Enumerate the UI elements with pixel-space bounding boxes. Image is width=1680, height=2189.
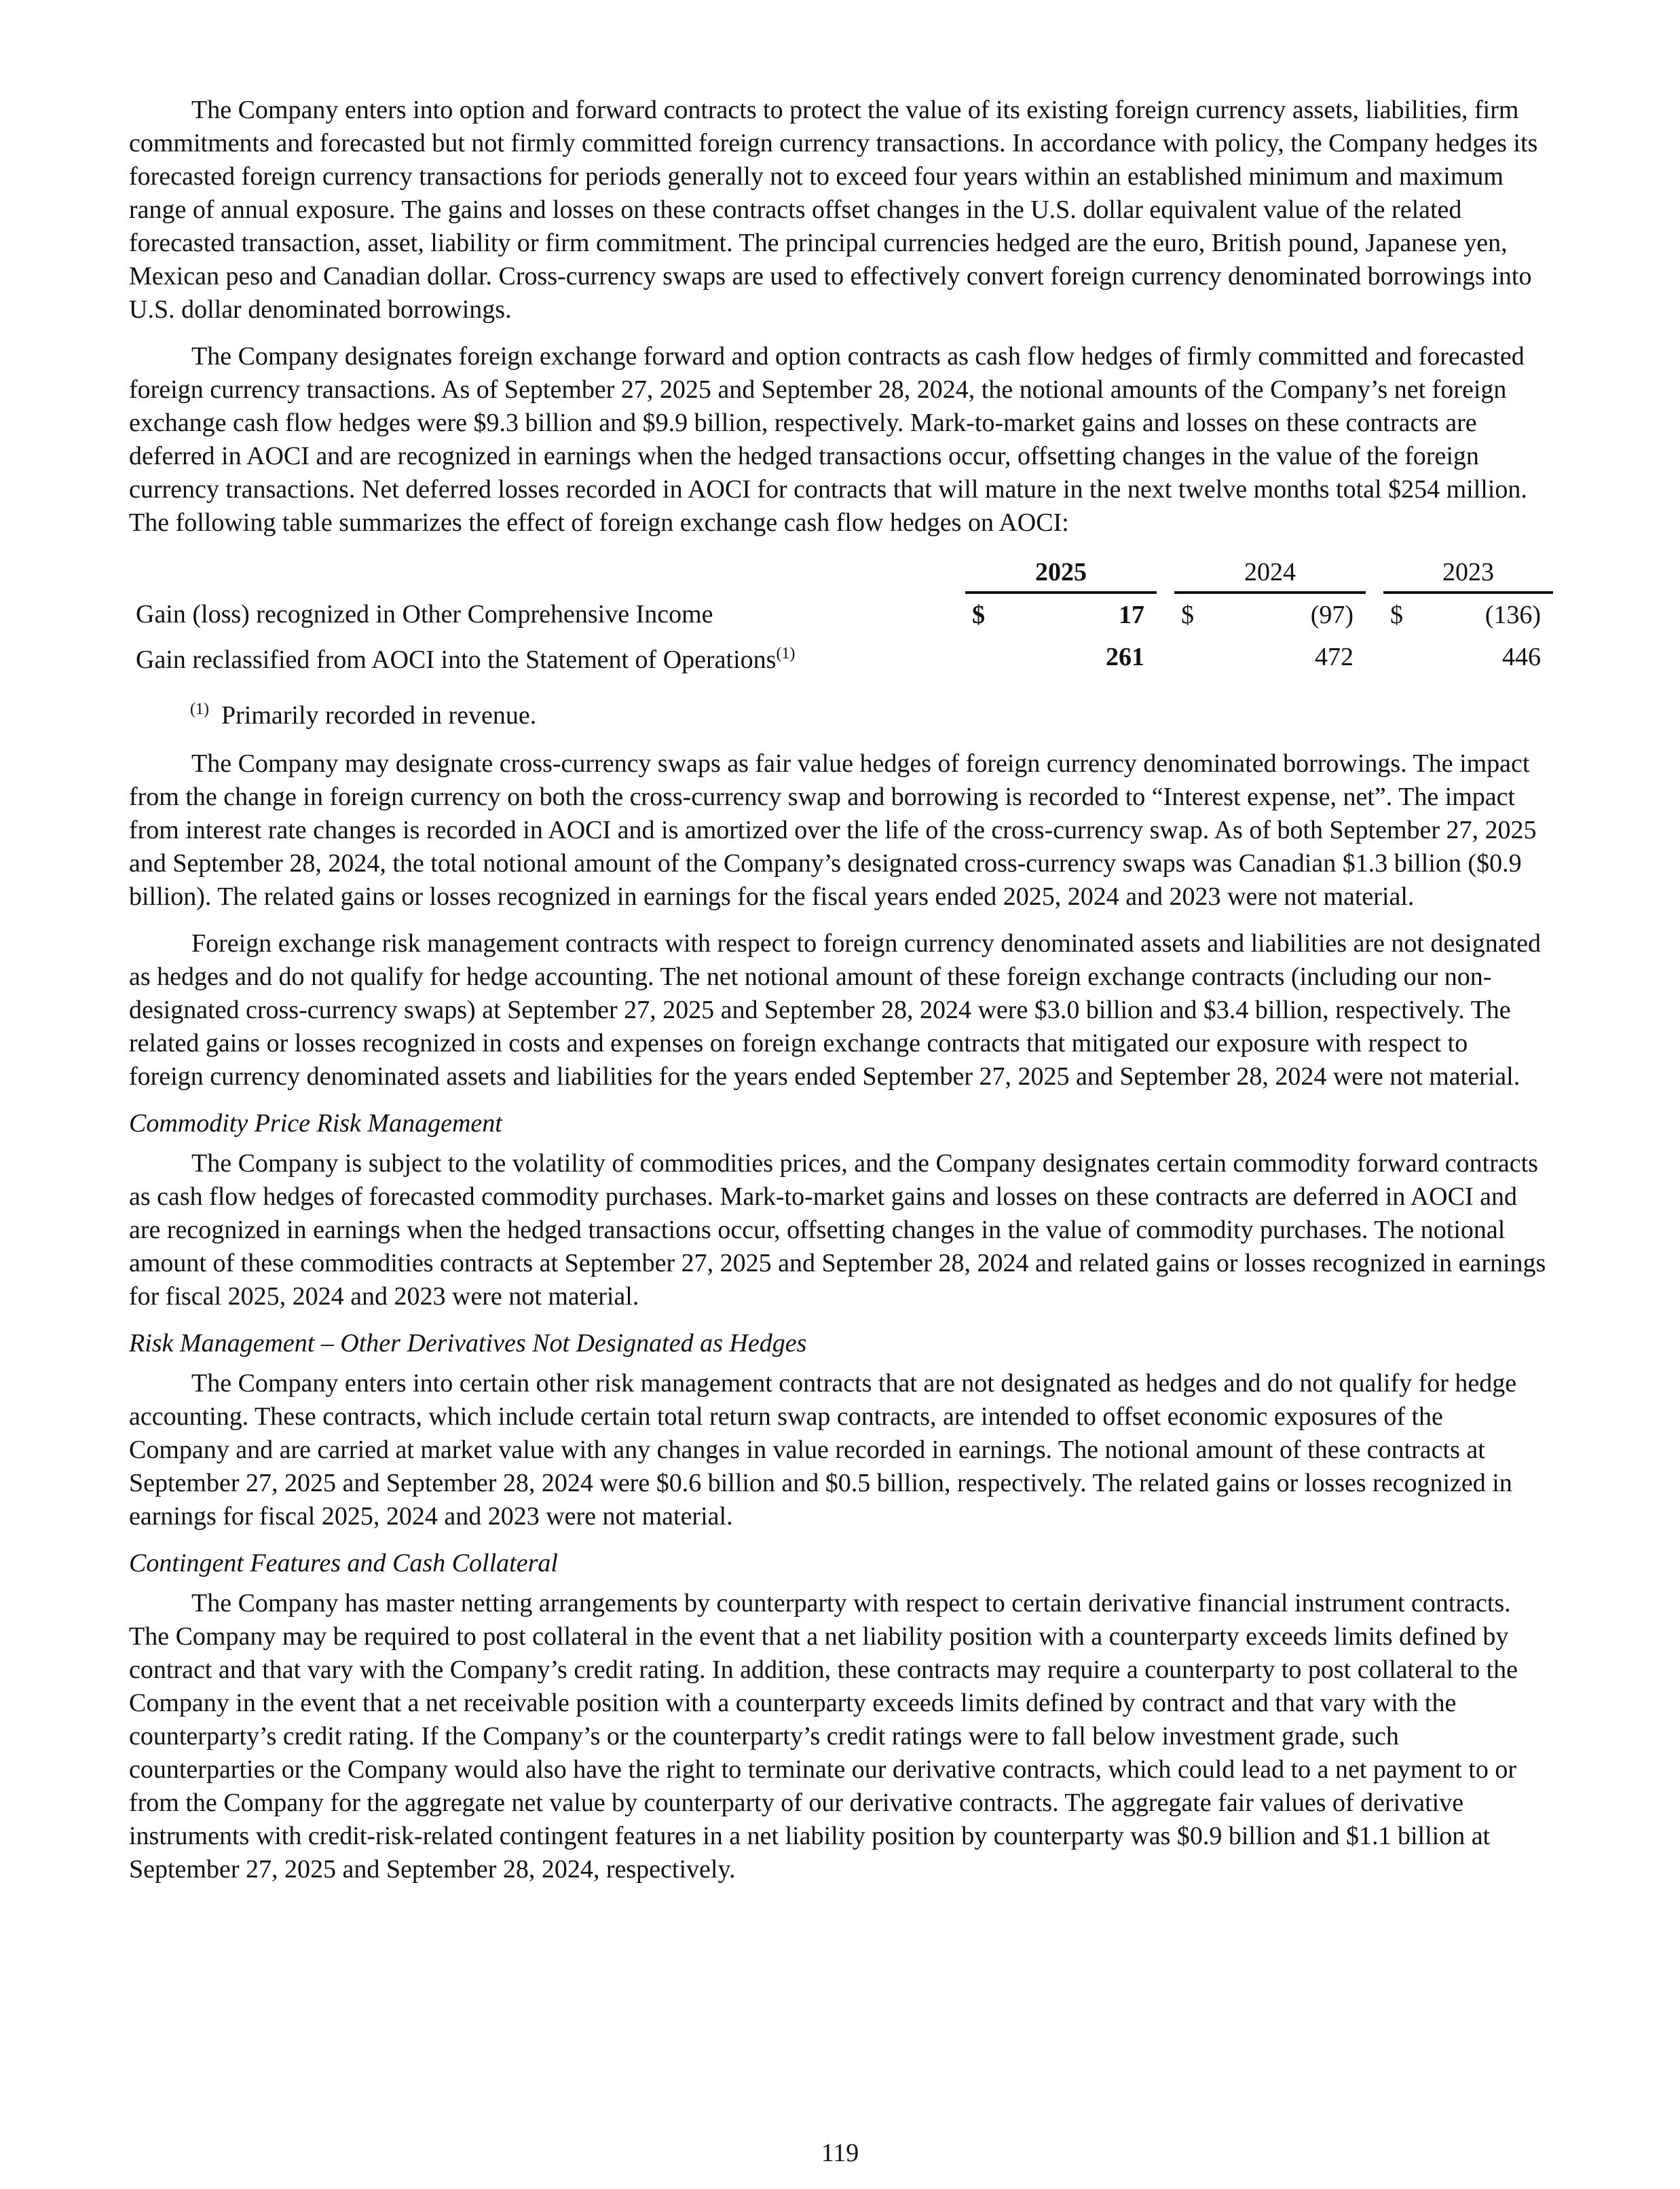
heading-other-derivatives: Risk Management – Other Derivatives Not Designated as Hedges [129,1329,807,1358]
paragraph-contingent-features: The Company has master netting arrangements by counterparty with respect to certain derivative financial instrument contracts. The Company may be required to post collateral in the event that a net liability position with a counterparty exceeds limits defined by contract and that vary with the Company’s credit rating. In addition, these contracts may require a counterparty to post collateral to the Company in the event that a net receivable position with a counterparty exceeds limits defined by contract and that vary with the counterparty’s credit rating. If the Company’s or the counterparty’s credit ratings were to fall below investment grade, such counterparties or the Company would also have the right to terminate our derivative contracts, which could lead to a net payment to or from the Company for the aggregate net value by counterparty of our derivative contracts. The aggregate fair values of derivative instruments with credit-risk-related contingent features in a net liability position by counterparty was $0.9 billion and $1.1 billion at September 27, 2025 and September 28, 2024, respectively. [129,1589,1518,1884]
paragraph-cash-flow-hedges: The Company designates foreign exchange forward and option contracts as cash flow hedges of firmly committed and forecasted foreign currency transactions. As of September 27, 2025 and September 28, 2024, the notional amounts of the Company’s net foreign exchange cash flow hedges were $9.3 billion and $9.9 billion, respectively. Mark-to-market gains and losses on these contracts are deferred in AOCI and are recognized in earnings when the hedged transactions occur, offsetting changes in the value of the foreign currency transactions. Net deferred losses recorded in AOCI for contracts that will mature in the next twelve months total $254 million. The following table summarizes the effect of foreign exchange cash flow hedges on AOCI: [129,342,1527,537]
paragraph-fx-contracts: The Company enters into option and forward contracts to protect the value of its existing foreign currency assets, liabilities, firm commitments and forecasted but not firmly committed foreign currency transactions. In accordance with policy, the Company hedges its forecasted foreign currency transactions for periods generally not to exceed four years within an established minimum and maximum range of annual exposure. The gains and losses on these contracts offset changes in the U.S. dollar equivalent value of the related forecasted transaction, asset, liability or firm commitment. The principal currencies hedged are the euro, British pound, Japanese yen, Mexican peso and Canadian dollar. Cross-currency swaps are used to effectively convert foreign currency denominated borrowings into U.S. dollar denominated borrowings. [129,96,1538,324]
value-2024: (97) [1310,600,1354,629]
row-label: Gain (loss) recognized in Other Comprehensive Income [136,599,713,629]
paragraph-commodity: The Company is subject to the volatility of commodities prices, and the Company designates certain commodity forward contracts as cash flow hedges of forecasted commodity purchases. Mark-to-market gains and losses on these contracts are deferred in AOCI and are recognized in earnings when the hedged transactions occur, offsetting changes in the value of commodity purchases. The notional amount of these commodities contracts at September 27, 2025 and September 28, 2024 and related gains or losses recognized in earnings for fiscal 2025, 2024 and 2023 were not material. [129,1149,1546,1311]
table-header-row [129,553,1553,593]
footnote-reference: (1) [776,645,796,662]
heading-contingent-features: Contingent Features and Cash Collateral [129,1549,558,1577]
value-2025: 261 [1106,642,1144,671]
footnote-mark: (1) [190,700,209,718]
currency-symbol [965,636,1010,678]
value-2025: 17 [1119,600,1144,629]
value-2024: 472 [1315,642,1354,671]
paragraph-other-derivatives: The Company enters into certain other risk management contracts that are not designated as hedges and do not qualify for hedge accounting. These contracts, which include certain total return swap contracts, are intended to offset economic exposures of the Company and are carried at market value with any changes in value recorded in earnings. The notional amount of these contracts at September 27, 2025 and September 28, 2024 were $0.6 billion and $0.5 billion, respectively. The related gains or losses recognized in earnings for fiscal 2025, 2024 and 2023 were not material. [129,1369,1517,1531]
table-row [129,636,1553,678]
currency-symbol: $ [1181,600,1194,629]
page-number: 119 [821,2139,859,2167]
table-footnote [190,693,1548,732]
paragraph-non-designated-fx: Foreign exchange risk management contracts with respect to foreign currency denominated assets and liabilities are not designated as hedges and do not qualify for hedge accounting. The net notional amount of these foreign exchange contracts (including our non-designated cross-currency swaps) at September 27, 2025 and September 28, 2024 were $3.0 billion and $3.4 billion, respectively. The related gains or losses recognized in costs and expenses on foreign exchange contracts that mitigated our exposure with respect to foreign currency denominated assets and liabilities for the years ended September 27, 2025 and September 28, 2024 were not material. [129,929,1541,1091]
row-label: Gain reclassified from AOCI into the Statement of Operations [136,646,777,674]
document-page [129,94,1548,1900]
value-2023: (136) [1485,600,1541,629]
year-header-2024: 2024 [1174,553,1366,593]
table-row [129,593,1553,636]
year-header-2023: 2023 [1383,553,1553,593]
currency-symbol: $ [1390,600,1403,629]
row-label-cell [129,636,965,678]
heading-commodity-price-risk: Commodity Price Risk Management [129,1109,502,1138]
value-2023: 446 [1502,642,1541,671]
currency-symbol: $ [972,600,985,629]
aoci-effect-table [129,553,1553,678]
paragraph-cross-currency-swaps: The Company may designate cross-currency swaps as fair value hedges of foreign currency denominated borrowings. The impact from the change in foreign currency on both the cross-currency swap and borrowing is recorded to “Interest expense, net”. The impact from interest rate changes is recorded in AOCI and is amortized over the life of the cross-currency swap. As of both September 27, 2025 and September 28, 2024, the total notional amount of the Company’s designated cross-currency swaps was Canadian $1.3 billion ($0.9 billion). The related gains or losses recognized in earnings for the fiscal years ended 2025, 2024 and 2023 were not material. [129,749,1537,911]
currency-symbol [1383,636,1428,678]
year-header-2025: 2025 [965,553,1157,593]
currency-symbol [1174,636,1219,678]
footnote-text: Primarily recorded in revenue. [221,701,537,730]
